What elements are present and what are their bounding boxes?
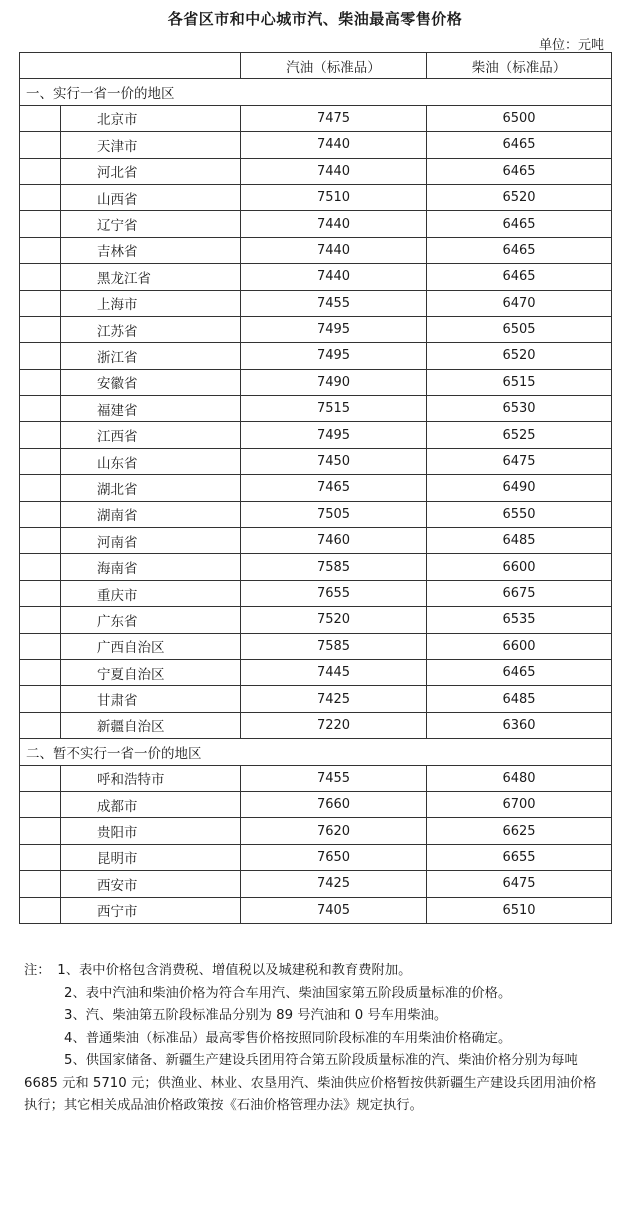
region-name: 宁夏自治区: [61, 659, 241, 685]
table-row: [20, 686, 612, 712]
gasoline-price: 7585: [241, 554, 427, 580]
region-name: 西宁市: [61, 897, 241, 923]
gasoline-price: 7510: [241, 184, 427, 210]
region-name: 河南省: [61, 528, 241, 554]
diesel-price: 6490: [427, 475, 612, 501]
region-name: 浙江省: [61, 343, 241, 369]
section-label: 二、暂不实行一省一价的地区: [20, 739, 612, 765]
table-row: [20, 105, 612, 131]
diesel-price: 6465: [427, 659, 612, 685]
indent-cell: [20, 897, 61, 923]
indent-cell: [20, 765, 61, 791]
diesel-price: 6510: [427, 897, 612, 923]
gasoline-price: 7660: [241, 791, 427, 817]
region-name: 辽宁省: [61, 211, 241, 237]
indent-cell: [20, 422, 61, 448]
gasoline-price: 7440: [241, 132, 427, 158]
note-4: 4、普通柴油（标准品）最高零售价格按照同阶段标准的车用柴油价格确定。: [64, 1030, 512, 1046]
gasoline-price: 7445: [241, 659, 427, 685]
indent-cell: [20, 659, 61, 685]
section-label: 一、实行一省一价的地区: [20, 79, 612, 105]
table-row: [20, 475, 612, 501]
diesel-price: 6465: [427, 237, 612, 263]
table-row: [20, 528, 612, 554]
diesel-price: 6600: [427, 554, 612, 580]
diesel-price: 6520: [427, 184, 612, 210]
diesel-price: 6480: [427, 765, 612, 791]
indent-cell: [20, 369, 61, 395]
table-row: [20, 184, 612, 210]
region-name: 吉林省: [61, 237, 241, 263]
price-table: [19, 52, 612, 924]
diesel-price: 6360: [427, 712, 612, 738]
section-header-row: [20, 79, 612, 105]
unit-label: 单位：元吨: [538, 38, 604, 53]
diesel-price: 6500: [427, 105, 612, 131]
region-name: 山东省: [61, 448, 241, 474]
gasoline-price: 7440: [241, 211, 427, 237]
table-row: [20, 211, 612, 237]
table-row: [20, 607, 612, 633]
note-2: 2、表中汽油和柴油价格为符合车用汽、柴油国家第五阶段质量标准的价格。: [64, 985, 512, 1001]
gasoline-price: 7505: [241, 501, 427, 527]
region-name: 天津市: [61, 132, 241, 158]
diesel-price: 6485: [427, 528, 612, 554]
region-name: 黑龙江省: [61, 264, 241, 290]
indent-cell: [20, 132, 61, 158]
gasoline-price: 7650: [241, 844, 427, 870]
table-row: [20, 844, 612, 870]
region-name: 广西自治区: [61, 633, 241, 659]
indent-cell: [20, 237, 61, 263]
table-row: [20, 396, 612, 422]
gasoline-price: 7455: [241, 290, 427, 316]
indent-cell: [20, 871, 61, 897]
indent-cell: [20, 501, 61, 527]
region-name: 江苏省: [61, 316, 241, 342]
gasoline-price: 7425: [241, 686, 427, 712]
table-row: [20, 290, 612, 316]
indent-cell: [20, 818, 61, 844]
diesel-price: 6465: [427, 264, 612, 290]
region-name: 呼和浩特市: [61, 765, 241, 791]
indent-cell: [20, 528, 61, 554]
table-row: [20, 132, 612, 158]
table-row: [20, 659, 612, 685]
gasoline-price: 7620: [241, 818, 427, 844]
note-1: 注： 1、表中价格包含消费税、增值税以及城建税和教育费附加。: [24, 963, 412, 978]
gasoline-price: 7475: [241, 105, 427, 131]
region-name: 新疆自治区: [61, 712, 241, 738]
table-row: [20, 554, 612, 580]
region-name: 重庆市: [61, 580, 241, 606]
note-5: 5、供国家储备、新疆生产建设兵团用符合第五阶段质量标准的汽、柴油价格分别为每吨 6685 元和 5710 元；供渔业、林业、农垦用汽、柴油供应价格暂按供新疆生产建设兵团用油价格执行；其它相关成品油价格政策按《石油价格管理办法》规定执行。: [24, 1053, 597, 1113]
indent-cell: [20, 633, 61, 659]
indent-cell: [20, 343, 61, 369]
diesel-price: 6475: [427, 871, 612, 897]
diesel-price: 6700: [427, 791, 612, 817]
gasoline-price: 7455: [241, 765, 427, 791]
indent-cell: [20, 448, 61, 474]
indent-cell: [20, 184, 61, 210]
table-row: [20, 501, 612, 527]
table-row: [20, 633, 612, 659]
gasoline-price: 7450: [241, 448, 427, 474]
table-row: [20, 369, 612, 395]
gasoline-price: 7585: [241, 633, 427, 659]
diesel-price: 6515: [427, 369, 612, 395]
indent-cell: [20, 158, 61, 184]
diesel-price: 6655: [427, 844, 612, 870]
diesel-price: 6625: [427, 818, 612, 844]
region-name: 广东省: [61, 607, 241, 633]
header-gasoline: 汽油（标准品）: [241, 53, 427, 79]
table-row: [20, 264, 612, 290]
region-name: 湖北省: [61, 475, 241, 501]
region-name: 安徽省: [61, 369, 241, 395]
diesel-price: 6465: [427, 211, 612, 237]
diesel-price: 6530: [427, 396, 612, 422]
diesel-price: 6535: [427, 607, 612, 633]
table-row: [20, 897, 612, 923]
region-name: 成都市: [61, 791, 241, 817]
table-row: [20, 712, 612, 738]
table-row: [20, 791, 612, 817]
notes: [24, 960, 604, 1118]
note-3: 3、汽、柴油第五阶段标准品分别为 89 号汽油和 0 号车用柴油。: [64, 1008, 448, 1023]
region-name: 海南省: [61, 554, 241, 580]
diesel-price: 6550: [427, 501, 612, 527]
table-row: [20, 871, 612, 897]
gasoline-price: 7425: [241, 871, 427, 897]
indent-cell: [20, 264, 61, 290]
table-row: [20, 158, 612, 184]
indent-cell: [20, 290, 61, 316]
header-blank-cell: [20, 53, 241, 79]
indent-cell: [20, 791, 61, 817]
gasoline-price: 7440: [241, 264, 427, 290]
region-name: 福建省: [61, 396, 241, 422]
region-name: 贵阳市: [61, 818, 241, 844]
diesel-price: 6675: [427, 580, 612, 606]
table-row: [20, 316, 612, 342]
page-title: 各省区市和中心城市汽、柴油最高零售价格: [167, 10, 463, 28]
table-row: [20, 765, 612, 791]
header-row: [20, 53, 612, 79]
diesel-price: 6485: [427, 686, 612, 712]
indent-cell: [20, 316, 61, 342]
indent-cell: [20, 211, 61, 237]
header-diesel: 柴油（标准品）: [427, 53, 612, 79]
indent-cell: [20, 475, 61, 501]
region-name: 北京市: [61, 105, 241, 131]
region-name: 湖南省: [61, 501, 241, 527]
indent-cell: [20, 844, 61, 870]
gasoline-price: 7495: [241, 316, 427, 342]
diesel-price: 6520: [427, 343, 612, 369]
region-name: 昆明市: [61, 844, 241, 870]
diesel-price: 6505: [427, 316, 612, 342]
table-row: [20, 422, 612, 448]
indent-cell: [20, 607, 61, 633]
region-name: 河北省: [61, 158, 241, 184]
indent-cell: [20, 712, 61, 738]
diesel-price: 6600: [427, 633, 612, 659]
gasoline-price: 7520: [241, 607, 427, 633]
diesel-price: 6475: [427, 448, 612, 474]
indent-cell: [20, 554, 61, 580]
diesel-price: 6470: [427, 290, 612, 316]
gasoline-price: 7495: [241, 422, 427, 448]
region-name: 山西省: [61, 184, 241, 210]
table-row: [20, 580, 612, 606]
gasoline-price: 7490: [241, 369, 427, 395]
table-row: [20, 818, 612, 844]
region-name: 西安市: [61, 871, 241, 897]
gasoline-price: 7440: [241, 237, 427, 263]
gasoline-price: 7440: [241, 158, 427, 184]
region-name: 甘肃省: [61, 686, 241, 712]
indent-cell: [20, 396, 61, 422]
gasoline-price: 7515: [241, 396, 427, 422]
gasoline-price: 7220: [241, 712, 427, 738]
indent-cell: [20, 686, 61, 712]
price-table-body: [20, 53, 612, 924]
table-row: [20, 343, 612, 369]
indent-cell: [20, 105, 61, 131]
region-name: 江西省: [61, 422, 241, 448]
table-row: [20, 237, 612, 263]
diesel-price: 6525: [427, 422, 612, 448]
table-row: [20, 448, 612, 474]
section-header-row: [20, 739, 612, 765]
indent-cell: [20, 580, 61, 606]
region-name: 上海市: [61, 290, 241, 316]
gasoline-price: 7495: [241, 343, 427, 369]
gasoline-price: 7460: [241, 528, 427, 554]
gasoline-price: 7465: [241, 475, 427, 501]
diesel-price: 6465: [427, 158, 612, 184]
gasoline-price: 7655: [241, 580, 427, 606]
diesel-price: 6465: [427, 132, 612, 158]
gasoline-price: 7405: [241, 897, 427, 923]
